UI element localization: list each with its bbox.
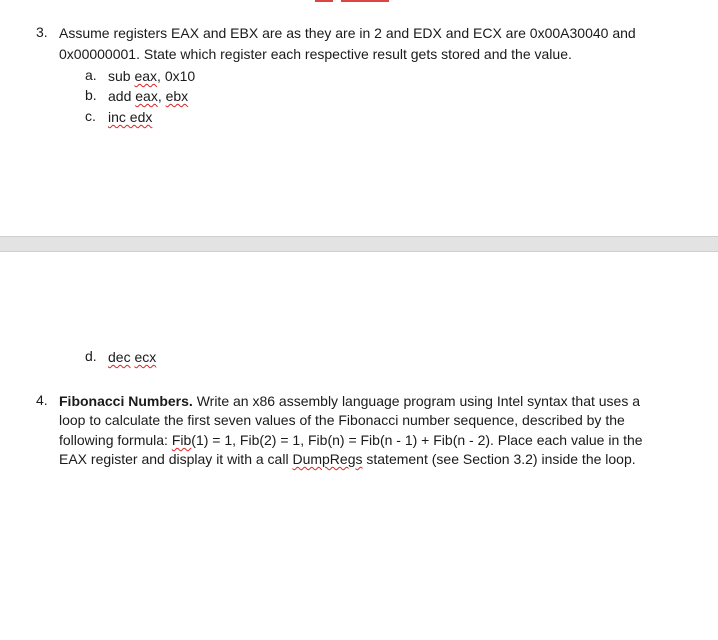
q4-number: 4. (36, 392, 48, 408)
q3-item-d-marker: d. (85, 348, 97, 364)
q3-line-2: 0x00000001. State which register each respective result gets stored and the value. (59, 46, 572, 62)
q4-fib: Fib (171, 432, 192, 448)
q3-item-d-reg: ecx (134, 349, 157, 365)
q3-item-b (108, 87, 188, 106)
q3-number: 3. (36, 24, 48, 40)
q4-line-1-rest: Write an x86 assembly language program using Intel syntax that uses a (192, 393, 641, 409)
q3-item-c-marker: c. (85, 108, 96, 124)
q3-item-a-marker: a. (85, 67, 97, 83)
q4-line-4-a: EAX register and display it with a call (59, 451, 293, 467)
q3-item-c-text: inc edx (108, 109, 153, 125)
q3-item-a-op: sub (108, 68, 131, 84)
q4-line-1 (59, 392, 640, 411)
q3-line-1: Assume registers EAX and EBX are as they are in 2 and EDX and ECX are 0x00A30040 and (59, 25, 636, 41)
q4-line-3 (59, 431, 643, 450)
q4-title: Fibonacci Numbers. (59, 393, 193, 409)
q4-line-2: loop to calculate the first seven values of the Fibonacci number sequence, described by the (59, 412, 625, 428)
q4-line-3-a: following formula: (59, 432, 172, 448)
q3-item-b-mid: , (157, 88, 166, 104)
page-break (0, 236, 718, 252)
q3-item-b-marker: b. (85, 87, 97, 103)
document-page-1 (0, 0, 718, 236)
q3-item-a (108, 67, 195, 86)
q3-item-b-reg2: ebx (165, 88, 189, 104)
q3-item-d (108, 348, 156, 367)
q4-line-3-b: (1) = 1, Fib(2) = 1, Fib(n) = Fib(n - 1) + Fib(n - 2). Place each value in the (191, 432, 643, 448)
q3-item-c (108, 108, 152, 127)
q4-dumpregs: DumpRegs (292, 451, 363, 467)
q3-item-a-reg: eax (134, 68, 158, 84)
q3-item-a-rest: , 0x10 (157, 68, 196, 84)
q3-item-b-op: add (108, 88, 132, 104)
q3-item-d-op: dec (108, 349, 131, 365)
q4-line-4-b: statement (see Section 3.2) inside the loop. (362, 451, 636, 467)
q3-item-b-reg: eax (135, 88, 158, 104)
q4-line-4 (59, 450, 636, 469)
document-page-2 (0, 252, 718, 640)
